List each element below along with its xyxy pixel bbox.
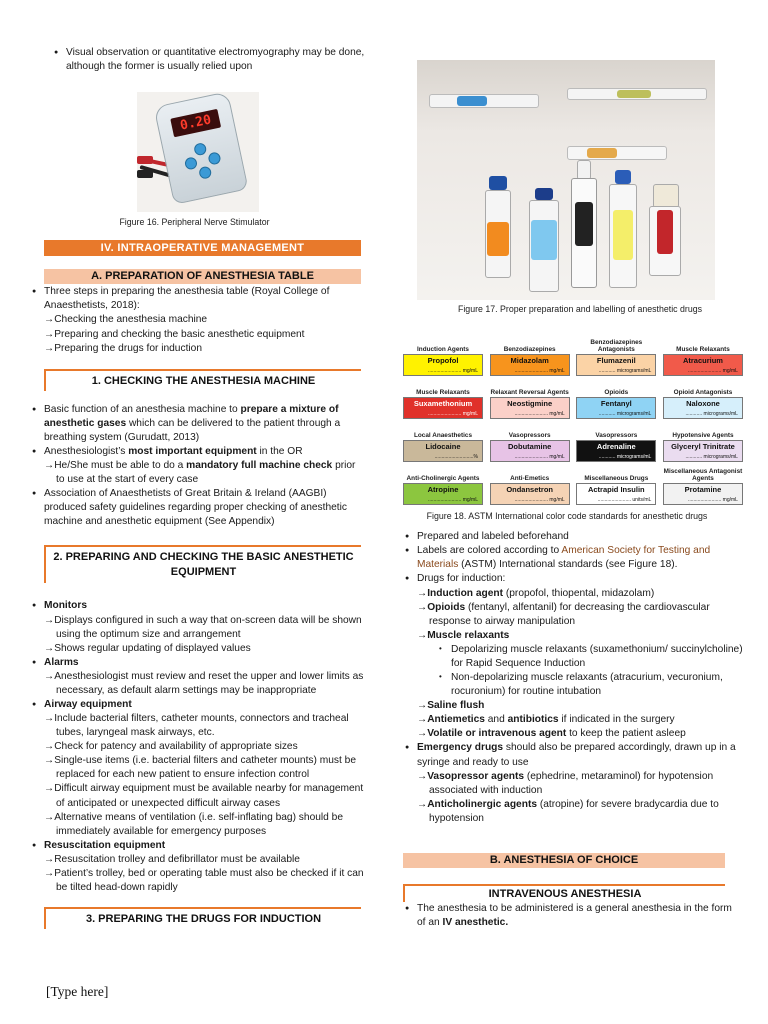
- label-row: [403, 467, 743, 505]
- drug-category: Benzodiazepines Antagonists: [590, 338, 643, 354]
- iv-list: [403, 902, 743, 930]
- drug-label: [403, 338, 483, 376]
- drug-label-box: [490, 397, 570, 419]
- heading-intravenous-anesthesia: INTRAVENOUS ANESTHESIA: [403, 884, 725, 902]
- drug-label: [576, 424, 656, 462]
- list-item: ● Association of Anaesthetists of Great Britain & Ireland (AAGBI) produced safety guidelines regarding proper checking of anesthetic machine and anesthetic equipment (See Appendix): [30, 487, 365, 529]
- list-item: ● Emergency drugs should also be prepared accordingly, drawn up in a syringe and ready to use → Vasopressor agents (ephedrine, metaraminol) for hypotension associated with induction → Anticholinergic agents (atropine) for severe bradycardia due to hypotension: [403, 741, 743, 825]
- drug-label-box: [576, 440, 656, 462]
- drug-unit: ........................ mg/mL: [514, 497, 565, 504]
- intro-list: [30, 46, 365, 74]
- drug-label: [663, 381, 743, 419]
- drug-label: [490, 381, 570, 419]
- list-item: ● Drugs for induction: → Induction agent (propofol, thiopental, midazolam) → Opioids (fentanyl, alfentanil) for decreasing the cardiovascular response to airway manipulation → Muscle relaxants • Depolarizing muscle relaxants (suxamethonium/ succinylcholine) for Rapid Sequence Induction • Non-depolarizing muscle relaxants (atracurium, vecuronium, rocuronium) for routine intubation → Saline flush → Antiemetics and antibiotics if indicated in the surgery → Volatile or intravenous agent to keep the patient asleep: [403, 572, 743, 741]
- section-heading-intraoperative: IV. INTRAOPERATIVE MANAGEMENT: [44, 240, 361, 256]
- drug-label-box: [403, 483, 483, 505]
- drug-label: [663, 424, 743, 462]
- drug-category: Benzodiazepines: [503, 346, 556, 354]
- list-item: ● Prepared and labeled beforehand: [403, 530, 743, 544]
- heading-basic-equipment: 2. PREPARING AND CHECKING THE BASIC ANESTHETIC EQUIPMENT: [44, 545, 361, 584]
- drug-label: [490, 338, 570, 376]
- drug-category: Miscellaneous Drugs: [584, 475, 649, 483]
- drug-label-box: [403, 354, 483, 376]
- drug-label: [576, 381, 656, 419]
- drug-category: Miscellaneous Antagonist Agents: [663, 467, 743, 483]
- heading-checking-machine: 1. CHECKING THE ANESTHESIA MACHINE: [44, 369, 361, 391]
- drug-unit: ........................ mg/mL: [427, 497, 478, 504]
- drug-label-box: [576, 354, 656, 376]
- astm-label-chart: [403, 338, 743, 505]
- list-item: ● Anesthesiologist’s most important equipment in the OR → He/She must be able to do a mandatory full machine check prior to use at the start of every case: [30, 445, 365, 487]
- drug-category: Hypotensive Agents: [672, 432, 734, 440]
- drug-name: Lidocaine: [425, 442, 461, 452]
- figure-18-caption: Figure 18. ASTM International color code standards for anesthetic drugs: [426, 511, 708, 522]
- drug-category: Opioids: [604, 389, 629, 397]
- list-item: ● Alarms → Anesthesiologist must review and reset the upper and lower limits as necessary, as default alarm settings may be inappropriate: [30, 656, 365, 698]
- label-row: [403, 381, 743, 419]
- subsection-heading-preparation: A. PREPARATION OF ANESTHESIA TABLE: [44, 269, 361, 284]
- drug-unit: ........................ mg/mL: [427, 368, 478, 375]
- drug-unit: ............ micrograms/mL: [685, 454, 738, 461]
- drug-name: Actrapid Insulin: [587, 485, 645, 495]
- drug-name: Fentanyl: [600, 399, 632, 409]
- list-item: ● Labels are colored according to American Society for Testing and Materials (ASTM) International standards (see Figure 18).: [403, 544, 743, 572]
- drug-category: Vasopressors: [595, 432, 638, 440]
- equipment-list: [30, 599, 365, 895]
- drug-label: [576, 338, 656, 376]
- drug-category: Muscle Relaxants: [416, 389, 470, 397]
- drug-name: Atropine: [427, 485, 459, 495]
- drug-label-box: [576, 483, 656, 505]
- drug-unit: ........................ mg/mL: [514, 411, 565, 418]
- drug-name: Neostigmine: [507, 399, 553, 409]
- drug-category: Induction Agents: [417, 346, 469, 354]
- drug-label: [403, 467, 483, 505]
- drug-category: Anti-Emetics: [510, 475, 550, 483]
- drug-name: Propofol: [427, 356, 459, 366]
- drug-label-box: [663, 354, 743, 376]
- drug-name: Flumazenil: [596, 356, 636, 366]
- label-row: [403, 424, 743, 462]
- drug-name: Dobutamine: [507, 442, 552, 452]
- drug-name: Glyceryl Trinitrate: [671, 442, 735, 452]
- list-item: ● Airway equipment → Include bacterial filters, catheter mounts, connectors and tracheal tubes, laryngeal mask airways, etc. → Check for patency and availability of appropriate sizes → Single-use items (i.e. bacterial filters and catheter mounts) must be replaced for each new patient to ensure infection control → Difficult airway equipment must be available nearby for management of anticipated or unexpected difficult airway cases → Alternative means of ventilation (i.e. self-inflating bag) should be immediately available for emergency purposes: [30, 698, 365, 839]
- drug-unit: ........................ mg/mL: [514, 368, 565, 375]
- drug-unit: ........................ mg/mL: [514, 454, 565, 461]
- heading-drugs-induction: 3. PREPARING THE DRUGS FOR INDUCTION: [44, 907, 361, 929]
- drug-label-box: [663, 483, 743, 505]
- drug-category: Anti-Cholinergic Agents: [406, 475, 480, 483]
- drug-unit: ............ micrograms/mL: [598, 454, 652, 461]
- list-item: ● Monitors → Displays configured in such a way that on-screen data will be shown using the optimum size and arrangement → Shows regular updating of displayed values: [30, 599, 365, 655]
- figure-16: [30, 92, 365, 228]
- figure-17-caption: Figure 17. Proper preparation and labelling of anesthetic drugs: [457, 304, 703, 314]
- machine-list: [30, 403, 365, 530]
- drug-category: Relaxant Reversal Agents: [490, 389, 569, 397]
- drug-label-box: [490, 354, 570, 376]
- subsection-heading-anesthesia-choice: B. ANESTHESIA OF CHOICE: [403, 853, 725, 868]
- drug-unit: ............ micrograms/mL: [685, 411, 738, 418]
- intro-bullet: ● Visual observation or quantitative electromyography may be done, although the former is usually relied upon: [52, 46, 365, 74]
- drug-name: Suxamethonium: [413, 399, 473, 409]
- list-item: • Non-depolarizing muscle relaxants (atracurium, vecuronium, rocuronium) for routine intubation: [439, 671, 743, 699]
- drug-label-box: [663, 397, 743, 419]
- list-item: ● The anesthesia to be administered is a general anesthesia in the form of an IV anesthetic.: [403, 902, 743, 930]
- drug-name: Protamine: [684, 485, 722, 495]
- drug-category: Opioid Antagonists: [673, 389, 733, 397]
- drug-label-box: [576, 397, 656, 419]
- list-item: ● Resuscitation equipment → Resuscitation trolley and defibrillator must be available → Patient’s trolley, bed or operating table must also be checked if it can be tilted head-down rapidly: [30, 839, 365, 895]
- label-row: [403, 338, 743, 376]
- drug-label: [403, 424, 483, 462]
- drug-name: Naloxone: [686, 399, 720, 409]
- drug-label: [490, 424, 570, 462]
- drug-label: [663, 467, 743, 505]
- drug-label: [663, 338, 743, 376]
- drug-name: Adrenaline: [596, 442, 636, 452]
- steps-lead: ● Three steps in preparing the anesthesia table (Royal College of Anaesthetists, 2018): → Checking the anesthesia machine → Preparing and checking the basic anesthetic equipment → Preparing the drugs for induction: [30, 285, 365, 355]
- drug-label-box: [490, 483, 570, 505]
- drug-label: [403, 381, 483, 419]
- drug-unit: ............ micrograms/mL: [598, 368, 652, 375]
- drug-label-box: [663, 440, 743, 462]
- drug-unit: ............ micrograms/mL: [598, 411, 652, 418]
- drugs-list: [403, 530, 743, 826]
- steps-list: [30, 285, 365, 355]
- drug-label: [576, 467, 656, 505]
- drug-name: Midazolam: [510, 356, 549, 366]
- drug-label-box: [403, 440, 483, 462]
- drug-name: Ondansetron: [506, 485, 553, 495]
- page-footer: [Type here]: [46, 984, 109, 999]
- drug-label-box: [403, 397, 483, 419]
- drug-name: Atracurium: [682, 356, 723, 366]
- right-column: [403, 60, 743, 930]
- drug-category: Muscle Relaxants: [676, 346, 730, 354]
- drug-unit: ........................ mg/mL: [687, 497, 738, 504]
- device-display: 0.20: [170, 109, 221, 138]
- drug-unit: ........................ mg/mL: [687, 368, 738, 375]
- drug-category: Vasopressors: [508, 432, 551, 440]
- drug-unit: ............................%: [434, 454, 478, 461]
- drug-category: Local Anaesthetics: [413, 432, 472, 440]
- figure-16-caption: Figure 16. Peripheral Nerve Stimulator: [119, 217, 270, 228]
- nerve-stimulator-image: [137, 92, 259, 212]
- syringes-photo: [417, 60, 715, 300]
- drug-label-box: [490, 440, 570, 462]
- drug-unit: ........................ units/mL: [597, 497, 652, 504]
- left-column: [30, 46, 365, 929]
- list-item: • Depolarizing muscle relaxants (suxamethonium/ succinylcholine) for Rapid Sequence Induction: [439, 643, 743, 671]
- drug-unit: ........................ mg/mL: [427, 411, 478, 418]
- drug-label: [490, 467, 570, 505]
- list-item: ● Basic function of an anesthesia machine to prepare a mixture of anesthetic gases which can be delivered to the patient through a breathing system (Gurudatt, 2013): [30, 403, 365, 445]
